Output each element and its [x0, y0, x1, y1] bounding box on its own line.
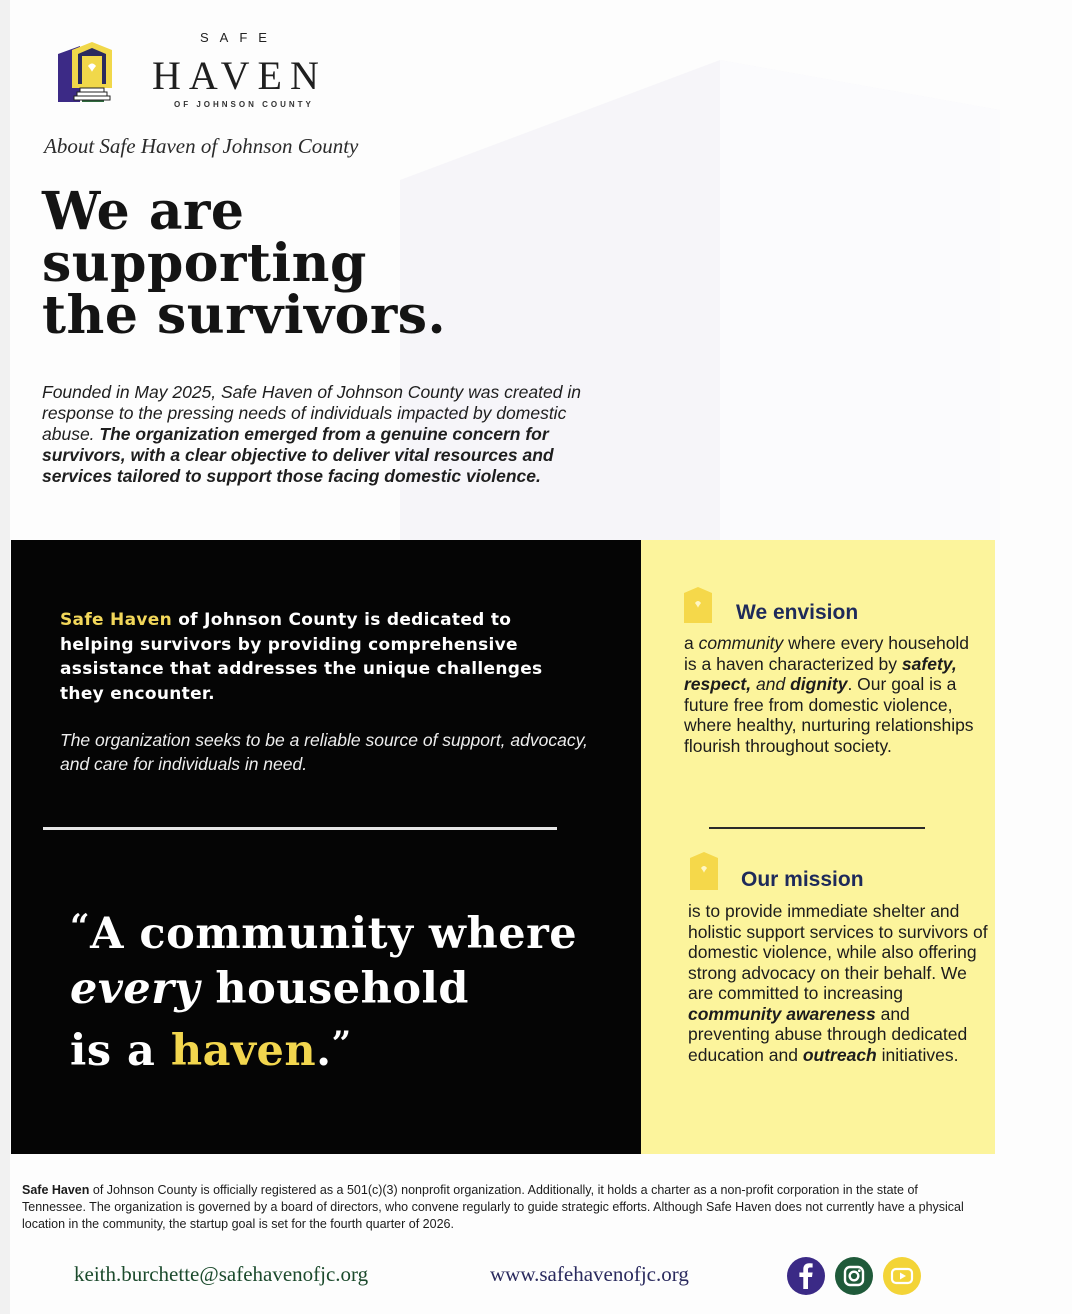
website-link[interactable]: www.safehavenofjc.org — [490, 1262, 689, 1286]
quote-part-2: household — [215, 964, 469, 1014]
quote-part-1: A community where — [90, 909, 578, 959]
mission-text-3: and preventing abuse through dedicated education and — [688, 1003, 968, 1065]
about-line: About Safe Haven of Johnson County — [44, 134, 359, 158]
house-icon — [687, 850, 721, 892]
dedicated-statement — [60, 608, 580, 706]
mission-body — [688, 901, 988, 1065]
envision-text-5: and — [756, 674, 786, 694]
yellow-panel — [641, 540, 995, 1154]
mission-text-1: is to provide immediate shelter and holistic support services to survivors of domestic violence, while also offering strong advocacy on their behalf. We are committed to increasing — [688, 901, 988, 1003]
mission-title: Our mission — [741, 868, 864, 891]
legal-text: of Johnson County is officially registered as a 501(c)(3) nonprofit organization. Additionally, it holds a charter as a non-profit corporation in the state of Tennessee. The organization is governed by a board of directors, who convene regularly to guide strategic efforts. Although Safe Haven does not currently have a physical location in the community, the startup goal is set for the fourth quarter of 2026. — [22, 1183, 964, 1231]
headline-line-2: supporting — [42, 233, 367, 294]
headline — [42, 181, 582, 346]
logo-safe-text: SAFE — [200, 30, 278, 45]
dedicated-accent: Safe Haven — [60, 610, 172, 630]
email-link[interactable]: keith.burchette@safehavenofjc.org — [74, 1262, 369, 1286]
divider — [709, 827, 925, 829]
quote-every: every — [70, 964, 200, 1014]
mission-text-5: initiatives. — [881, 1044, 959, 1065]
envision-text-4: safety, respect, — [684, 653, 957, 694]
headline-line-3: the survivors. — [42, 285, 447, 346]
envision-body — [684, 633, 984, 756]
community-quote — [70, 900, 630, 1079]
intro-bold-text: The organization emerged from a genuine concern for survivors, with a clear objective to deliver vital resources and services tailored to support those facing domestic violence. — [42, 424, 554, 486]
legal-bold: Safe Haven — [22, 1183, 90, 1197]
quote-part-3: is a — [70, 1026, 156, 1076]
mission-text-2: community awareness — [688, 1003, 876, 1024]
envision-text-2: community — [698, 633, 784, 653]
seeks-statement: The organization seeks to be a reliable source of support, advocacy, and care for individuals in need. — [60, 730, 588, 774]
facebook-icon[interactable] — [786, 1256, 826, 1296]
logo-haven-text: HAVEN — [152, 53, 327, 98]
quote-end: . — [316, 1026, 332, 1076]
house-icon — [681, 585, 715, 625]
instagram-icon[interactable] — [834, 1256, 874, 1296]
envision-text-3: where every household is a haven characterized by — [684, 633, 970, 674]
headline-line-1: We are — [42, 181, 245, 242]
envision-text-6: dignity — [790, 674, 848, 694]
intro-paragraph — [42, 382, 622, 487]
quote-open: “ — [70, 907, 91, 947]
dedicated-text: of Johnson County is dedicated to helping survivors by providing comprehensive assistance that addresses the unique challenges they encounter. — [60, 610, 543, 704]
logo-county-text: OF JOHNSON COUNTY — [174, 100, 314, 109]
envision-text-1: a — [684, 633, 694, 653]
envision-title: We envision — [736, 601, 859, 624]
intro-plain-text: Founded in May 2025, Safe Haven of Johnson County was created in response to the pressing needs of individuals impacted by domestic abuse. — [42, 382, 581, 444]
mission-text-4: outreach — [802, 1044, 877, 1065]
black-panel — [11, 540, 641, 1154]
logo — [52, 28, 362, 118]
quote-haven: haven — [170, 1026, 317, 1076]
youtube-icon[interactable] — [882, 1256, 922, 1296]
legal-notice — [22, 1182, 972, 1233]
house-logo-icon — [52, 40, 132, 104]
quote-close: ” — [331, 1024, 352, 1064]
divider — [43, 827, 557, 830]
envision-text-7: . Our goal is a future free from domestic violence, where healthy, nurturing relationships flourish throughout society. — [684, 674, 974, 756]
